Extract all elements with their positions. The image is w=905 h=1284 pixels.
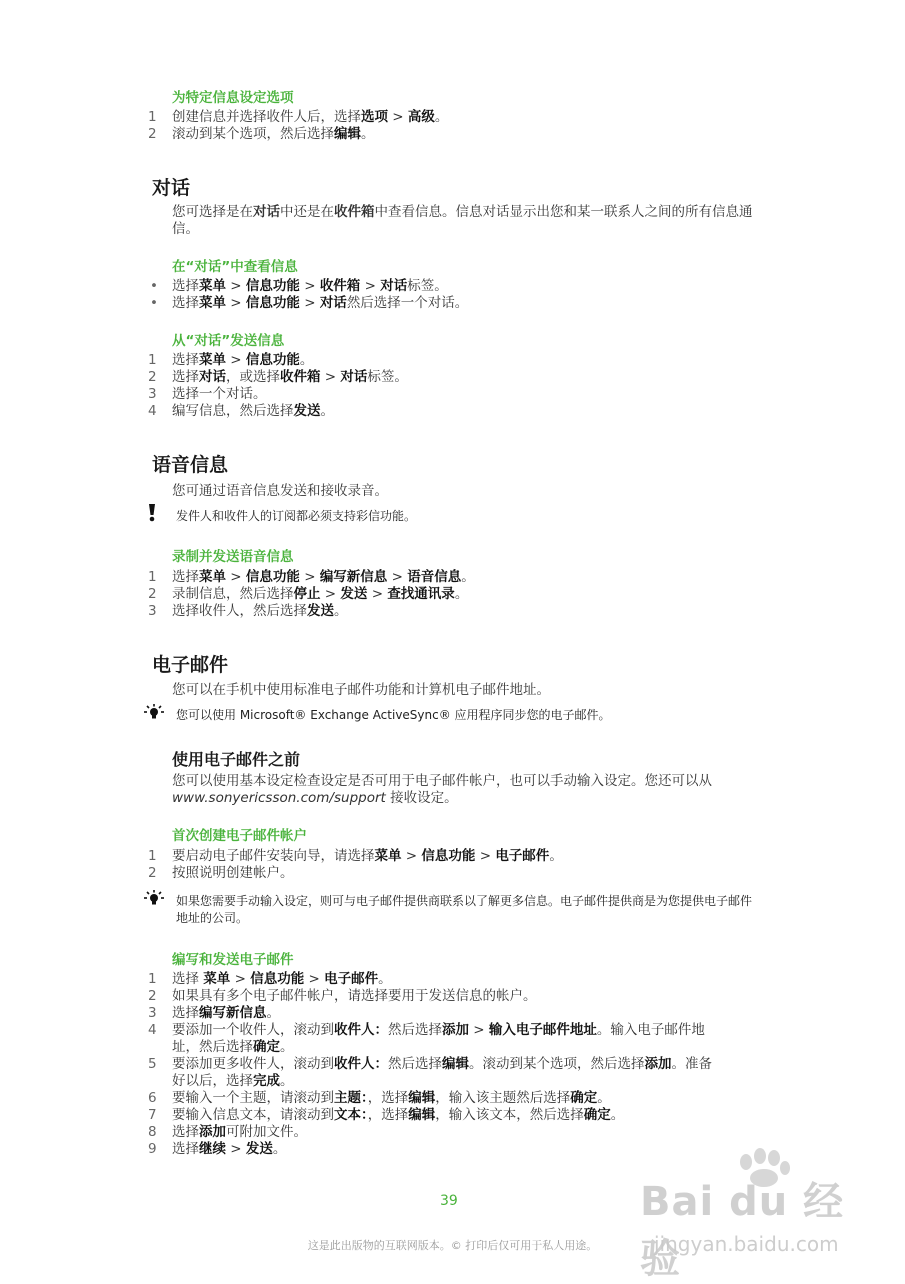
step-text: 要输入一个主题，请滚动到主题：，选择编辑，输入该主题然后选择确定。 (172, 1090, 611, 1106)
step-number: 4 (148, 1022, 157, 1038)
tip-note: 如果您需要手动输入设定，则可与电子邮件提供商联系以了解更多信息。电子邮件提供商是为您提供电子邮件地址的公司。 (176, 894, 753, 925)
step-number: 2 (148, 126, 157, 142)
bullet-dot: • (150, 295, 158, 311)
bullet-text: 选择菜单 > 信息功能 > 收件箱 > 对话标签。 (172, 278, 448, 294)
step-number: 3 (148, 1005, 157, 1021)
step-number: 4 (148, 403, 157, 419)
step-number: 5 (148, 1056, 157, 1072)
heading-email: 电子邮件 (152, 654, 229, 676)
step-number: 3 (148, 603, 157, 619)
step-text: 要启动电子邮件安装向导，请选择菜单 > 信息功能 > 电子邮件。 (172, 848, 563, 864)
step-number: 2 (148, 988, 157, 1004)
step-number: 2 (148, 865, 157, 881)
heading-voice: 语音信息 (152, 454, 229, 476)
section-title: 编写和发送电子邮件 (172, 952, 294, 968)
section-title: 首次创建电子邮件帐户 (172, 828, 307, 844)
lightbulb-icon (144, 890, 164, 910)
step-text: 要添加更多收件人，滚动到收件人：然后选择编辑。滚动到某个选项，然后选择添加。准备好以后，选择完成。 (172, 1056, 712, 1089)
step-text: 选择一个对话。 (172, 386, 267, 402)
baidu-watermark (640, 1148, 880, 1282)
subheading-before-email: 使用电子邮件之前 (172, 750, 301, 769)
conversation-description: 您可选择是在对话中还是在收件箱中查看信息。信息对话显示出您和某一联系人之间的所有信息通信。 (172, 204, 753, 237)
step-number: 1 (148, 848, 157, 864)
email-description: 您可以在手机中使用标准电子邮件功能和计算机电子邮件地址。 (172, 682, 550, 698)
step-text: 选择对话，或选择收件箱 > 对话标签。 (172, 369, 408, 385)
bullet-dot: • (150, 278, 158, 294)
step-text: 选择菜单 > 信息功能 > 编写新信息 > 语音信息。 (172, 569, 475, 585)
step-number: 1 (148, 109, 157, 125)
watermark-brand: Bai du 经验 (640, 1179, 845, 1282)
lightbulb-icon (144, 704, 164, 724)
section-title: 录制并发送语音信息 (172, 549, 294, 565)
step-text: 滚动到某个选项，然后选择编辑。 (172, 126, 375, 142)
tip-note: 您可以使用 Microsoft® Exchange ActiveSync® 应用程序同步您的电子邮件。 (176, 708, 611, 722)
step-number: 2 (148, 369, 157, 385)
step-text: 如果具有多个电子邮件帐户，请选择要用于发送信息的帐户。 (172, 988, 537, 1004)
section-title: 在“对话”中查看信息 (172, 259, 298, 275)
step-text: 要添加一个收件人，滚动到收件人：然后选择添加 > 输入电子邮件地址。输入电子邮件地址，然后选择确定。 (172, 1022, 705, 1055)
page-footer: 这是此出版物的互联网版本。© 打印后仅可用于私人用途。 (307, 1239, 598, 1252)
step-text: 选择添加可附加文件。 (172, 1124, 307, 1140)
step-text: 按照说明创建帐户。 (172, 865, 294, 881)
step-number: 9 (148, 1141, 157, 1157)
section-title: 从“对话”发送信息 (172, 333, 285, 349)
step-number: 8 (148, 1124, 157, 1140)
step-text: 选择收件人，然后选择发送。 (172, 603, 348, 619)
step-number: 7 (148, 1107, 157, 1123)
step-number: 1 (148, 971, 157, 987)
heading-conversation: 对话 (152, 177, 191, 199)
voice-description: 您可通过语音信息发送和接收录音。 (172, 483, 388, 499)
page-number: 39 (440, 1193, 458, 1209)
step-number: 2 (148, 586, 157, 602)
step-text: 选择 菜单 > 信息功能 > 电子邮件。 (172, 971, 392, 987)
watermark-url: jingyan.baidu.com (654, 1232, 839, 1256)
exclamation-icon (148, 504, 156, 526)
step-text: 选择继续 > 发送。 (172, 1141, 287, 1157)
step-text: 编写信息，然后选择发送。 (172, 403, 334, 419)
step-text: 要输入信息文本，请滚动到文本：，选择编辑，输入该文本，然后选择确定。 (172, 1107, 625, 1123)
bullet-text: 选择菜单 > 信息功能 > 对话然后选择一个对话。 (172, 295, 469, 311)
step-number: 3 (148, 386, 157, 402)
step-text: 选择编写新信息。 (172, 1005, 280, 1021)
warning-note: 发件人和收件人的订阅都必须支持彩信功能。 (176, 509, 417, 523)
before-email-description: 您可以使用基本设定检查设定是否可用于电子邮件帐户，也可以手动输入设定。您还可以从www.sonyericsson.com/support 接收设定。 (172, 773, 712, 806)
step-number: 1 (148, 352, 157, 368)
step-number: 6 (148, 1090, 157, 1106)
step-number: 1 (148, 569, 157, 585)
step-text: 录制信息，然后选择停止 > 发送 > 查找通讯录。 (172, 586, 469, 602)
step-text: 创建信息并选择收件人后，选择选项 > 高级。 (172, 109, 449, 125)
step-text: 选择菜单 > 信息功能。 (172, 352, 314, 368)
section-title: 为特定信息设定选项 (172, 90, 294, 106)
